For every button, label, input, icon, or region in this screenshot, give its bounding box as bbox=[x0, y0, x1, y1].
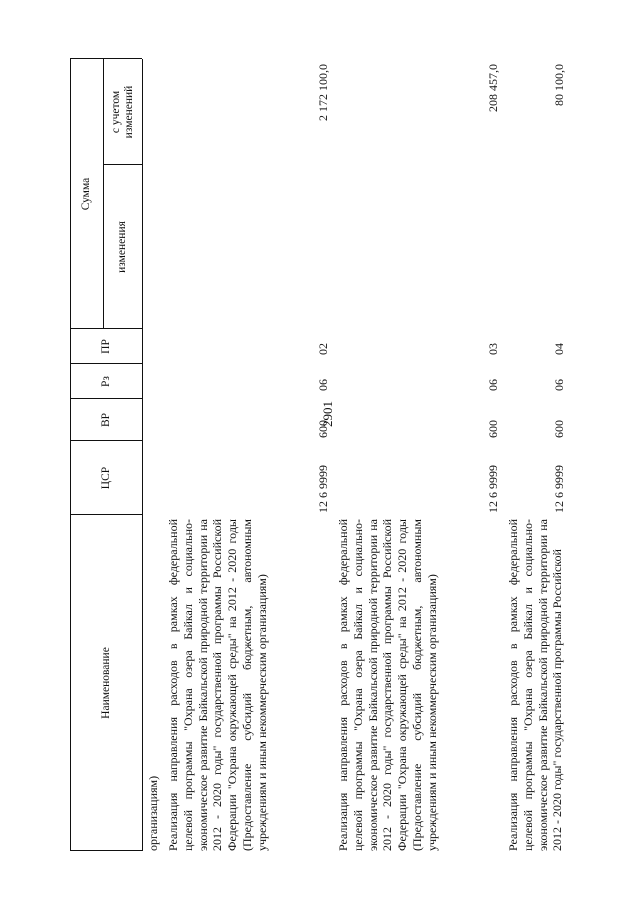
row-2-vr: 600 bbox=[486, 420, 500, 438]
header-bottom-border bbox=[142, 59, 143, 851]
row-3-csr: 12 6 9999 bbox=[552, 465, 566, 513]
row-1-pr: 02 bbox=[316, 343, 330, 355]
header-csr: ЦСР bbox=[99, 466, 112, 490]
continued-text: организациям) bbox=[146, 775, 160, 851]
row-2-pr: 03 bbox=[486, 343, 500, 355]
row-3-vr: 600 bbox=[552, 420, 566, 438]
row-1-with-change: 2 172 100,0 bbox=[316, 64, 330, 121]
row-3-name: Реализация направления расходов в рамках федеральной целевой программы "Охрана озера Байкал и социально-экономическое развитие Байкальской природной территории на 2012 - 2020 годы" государственной программы Российской bbox=[506, 519, 565, 851]
header-change: изменения bbox=[116, 221, 129, 273]
row-2-name: Реализация направления расходов в рамках федеральной целевой программы "Охрана озера Байкал и социально-экономическое развитие Байкальской природной территории на 2012 - 2020 годы" государственной программы Российской Федерации "Охрана окружающей среды" на 2012 - 2020 годы (Предоставление субсидий бюджетным, автономным учреждениям и иным некоммерческим организациям) bbox=[336, 519, 439, 851]
header-vr: ВР bbox=[99, 412, 112, 428]
header-rz: Рз bbox=[99, 376, 112, 387]
header-sum: Сумма bbox=[80, 177, 93, 211]
header-pr: ПР bbox=[99, 339, 112, 354]
row-3-with-change: 80 100,0 bbox=[552, 64, 566, 106]
header-name: Наименование bbox=[99, 647, 112, 719]
row-1-vr: 600 bbox=[316, 420, 330, 438]
budget-table bbox=[70, 59, 570, 851]
row-1-rz: 06 bbox=[316, 379, 330, 391]
row-2-csr: 12 6 9999 bbox=[486, 465, 500, 513]
row-1-csr: 12 6 9999 bbox=[316, 465, 330, 513]
row-2-rz: 06 bbox=[486, 379, 500, 391]
row-3-pr: 04 bbox=[552, 343, 566, 355]
row-1-name: Реализация направления расходов в рамках федеральной целевой программы "Охрана озера Байкал и социально-экономическое развитие Байкальской природной территории на 2012 - 2020 годы" государственной программы Российской Федерации "Охрана окружающей среды" на 2012 - 2020 годы (Предоставление субсидий бюджетным, автономным учреждениям и иным некоммерческим организациям) bbox=[166, 519, 269, 851]
page-number: 2901 bbox=[320, 401, 335, 427]
header-with-change: с учетом изменений bbox=[110, 85, 135, 139]
row-3-rz: 06 bbox=[552, 379, 566, 391]
row-2-with-change: 208 457,0 bbox=[486, 64, 500, 112]
